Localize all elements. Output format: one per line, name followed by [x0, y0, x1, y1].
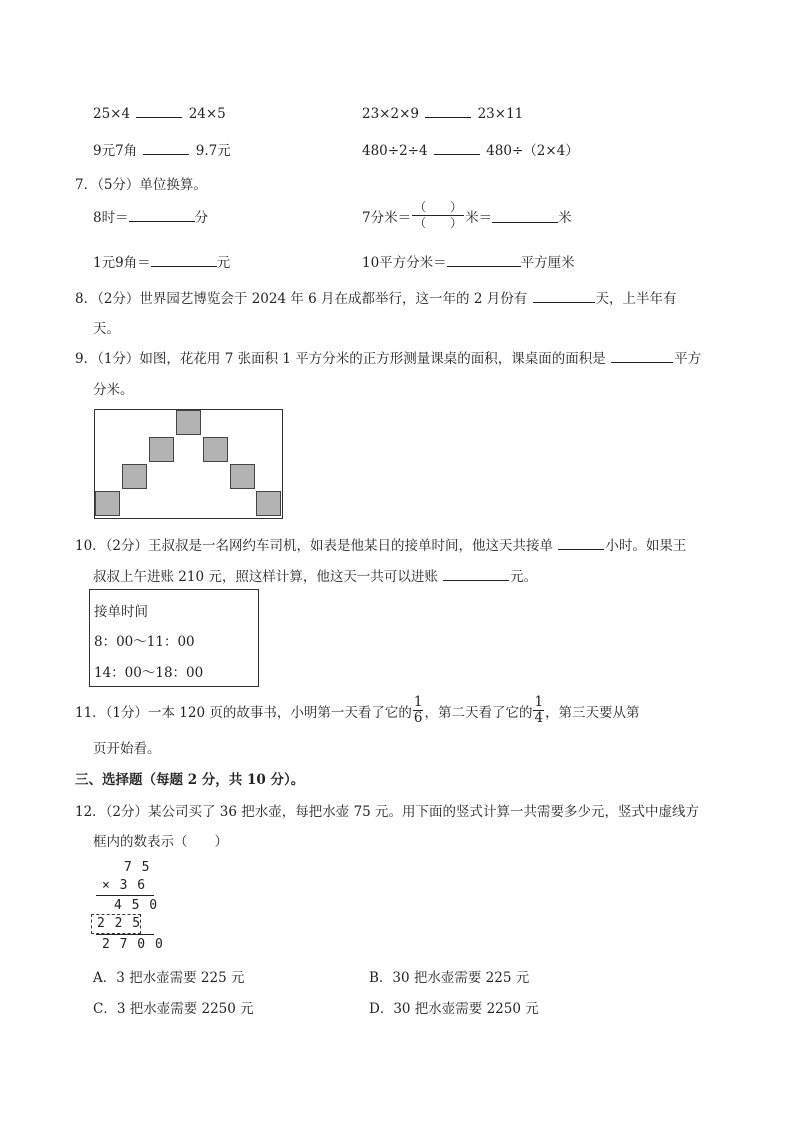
fraction-one-fourth	[533, 695, 544, 726]
answer-blank[interactable]	[425, 104, 471, 118]
answer-blank[interactable]	[434, 141, 480, 155]
q10-text: 叔叔上午进账 210 元，照这样计算，他这天一共可以进账	[93, 569, 438, 585]
vertical-partial-product-boxed: 2 2 5	[97, 916, 142, 931]
q7-label: 7分米＝	[362, 209, 412, 226]
q6-expr: 23×11	[477, 106, 524, 122]
q8-line1	[75, 287, 677, 307]
unit-square	[203, 437, 228, 462]
vertical-product: 2 7 0 0	[102, 937, 164, 952]
table-row: 8：00～11：00	[94, 634, 195, 650]
section-heading: 三、选择题（每题 2 分，共 10 分）。	[75, 772, 305, 788]
q6-expr: 9元7角	[93, 143, 138, 159]
q7-label: 8时＝	[93, 210, 129, 226]
q6-expr: 9.7元	[195, 143, 231, 159]
q7-label: 1元9角＝	[93, 255, 151, 271]
q6-row1-left	[93, 104, 226, 122]
table-header: 接单时间	[94, 604, 148, 620]
q7-item-b	[362, 200, 572, 231]
q9-line2: 分米。	[93, 382, 134, 398]
option-a[interactable]: A．3 把水壶需要 225 元	[93, 970, 245, 986]
q7-unit: 分	[194, 210, 209, 226]
vertical-rule	[96, 895, 154, 896]
q7-heading: 7．（5分）单位换算。	[75, 177, 207, 193]
q6-expr: 23×2×9	[362, 106, 419, 122]
option-d[interactable]: D．30 把水壶需要 2250 元	[369, 1001, 539, 1017]
q10-text: 小时。如果王	[605, 538, 687, 554]
q7-label: 10平方分米＝	[362, 255, 447, 271]
fraction-numerator: 1	[413, 694, 423, 710]
fraction-blank[interactable]	[412, 200, 464, 231]
fraction-denominator: 4	[534, 710, 544, 726]
option-c[interactable]: C．3 把水壶需要 2250 元	[93, 1001, 254, 1017]
q6-row2-right	[362, 139, 579, 159]
vertical-partial-product: 4 5 0	[114, 898, 159, 913]
q8-text: 天，上半年有	[595, 291, 677, 307]
desk-figure	[94, 409, 283, 519]
fraction-one-sixth	[413, 695, 424, 726]
answer-blank[interactable]	[143, 141, 189, 155]
option-b[interactable]: B．30 把水壶需要 225 元	[369, 970, 530, 986]
answer-blank[interactable]	[533, 289, 595, 303]
q10-text: 元。	[510, 569, 538, 585]
q11-line2: 页开始看。	[93, 741, 161, 757]
q9-line1	[75, 347, 701, 367]
answer-blank[interactable]	[443, 567, 509, 581]
q6-expr: 24×5	[188, 106, 226, 122]
answer-blank[interactable]	[136, 104, 182, 118]
answer-blank[interactable]	[129, 208, 195, 222]
q7-unit: 元	[216, 255, 231, 271]
q12-line2: 框内的数表示（ ）	[93, 834, 228, 850]
vertical-rule	[96, 934, 154, 935]
q7-item-a	[93, 206, 208, 226]
q7-unit: 平方厘米	[520, 255, 575, 271]
answer-blank[interactable]	[558, 536, 604, 550]
q7-item-c	[93, 251, 230, 271]
answer-blank[interactable]	[611, 349, 673, 363]
q10-line1	[75, 534, 686, 554]
q6-row1-right	[362, 104, 523, 122]
q10-text: 10．（2分）王叔叔是一名网约车司机，如表是他某日的接单时间，他这天共接单	[75, 538, 554, 554]
order-time-table	[89, 589, 259, 687]
unit-square	[176, 410, 201, 435]
answer-blank[interactable]	[447, 253, 521, 267]
unit-square	[122, 464, 147, 489]
q11-line1	[75, 695, 640, 726]
q12-line1: 12．（2分）某公司买了 36 把水壶，每把水壶 75 元。用下面的竖式计算一共需要多少元，竖式中虚线方	[75, 804, 700, 820]
q8-text: 8．（2分）世界园艺博览会于 2024 年 6 月在成都举行，这一年的 2 月份有	[75, 291, 528, 307]
q6-expr: 480÷（2×4）	[486, 143, 579, 159]
q6-expr: 480÷2÷4	[362, 143, 428, 159]
unit-square	[256, 491, 281, 516]
fraction-denominator: 6	[413, 710, 423, 726]
vertical-multiplier: × 3 6	[102, 878, 147, 893]
q8-line2: 天。	[93, 321, 120, 337]
unit-square	[95, 491, 120, 516]
fraction-numerator: 1	[534, 694, 544, 710]
table-row: 14：00～18：00	[94, 665, 204, 681]
q11-text: ，第二天看了它的	[424, 704, 533, 721]
answer-blank[interactable]	[151, 253, 217, 267]
fraction-numerator: （ ）	[414, 200, 463, 214]
answer-blank[interactable]	[492, 209, 558, 223]
q7-label: 米＝	[465, 209, 493, 226]
q7-item-d	[362, 251, 575, 271]
q6-expr: 25×4	[93, 106, 131, 122]
q11-text: 11．（1分）一本 120 页的故事书，小明第一天看了它的	[75, 704, 412, 721]
fraction-denominator: （ ）	[414, 216, 463, 230]
q6-row2-left	[93, 139, 231, 159]
vertical-multiplicand: 7 5	[124, 860, 151, 875]
unit-square	[149, 437, 174, 462]
q7-unit: 米	[558, 209, 572, 226]
q9-text: 平方	[674, 351, 702, 367]
q9-text: 9．（1分）如图，花花用 7 张面积 1 平方分米的正方形测量课桌的面积，课桌面的面积是	[75, 351, 606, 367]
unit-square	[230, 464, 255, 489]
q10-line2	[93, 565, 537, 585]
q11-text: ，第三天要从第	[545, 704, 640, 721]
